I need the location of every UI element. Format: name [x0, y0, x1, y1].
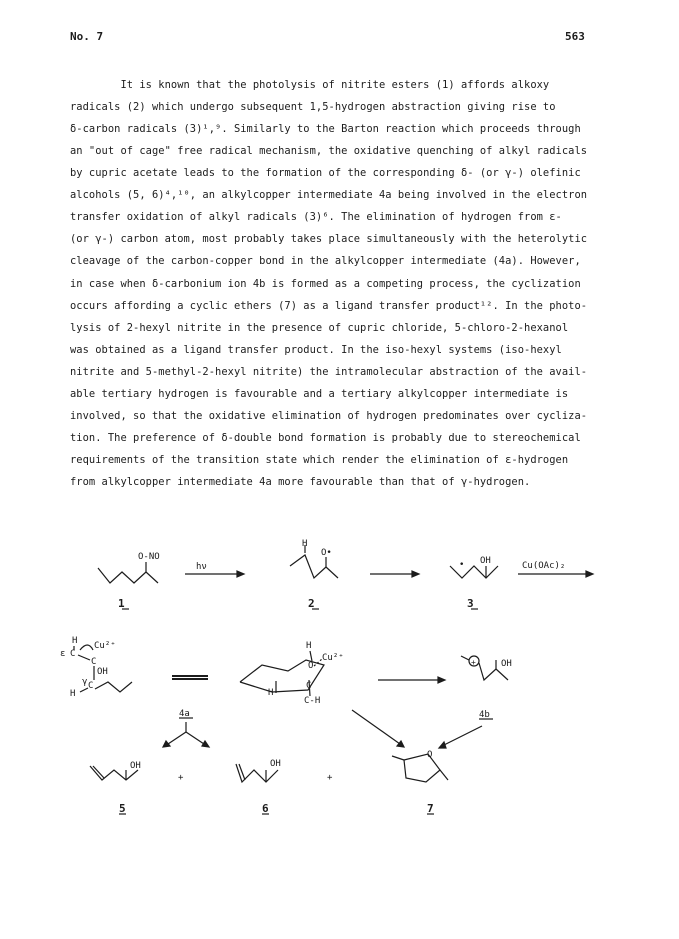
- compound-2-structure: [290, 539, 338, 578]
- reaction-arrow-hv: [185, 571, 244, 577]
- atom-label: O-NO: [138, 552, 160, 562]
- atom-label: H: [72, 636, 78, 646]
- reaction-arrow: [370, 571, 419, 577]
- atom-label: O: [427, 750, 433, 760]
- transition-state-structure: [240, 641, 344, 706]
- compound-label: 7: [427, 802, 434, 815]
- text-line: (or γ-) carbon atom, most probably takes place simultaneously with the heterolytic: [70, 233, 588, 245]
- text-line: lysis of 2-hexyl nitrite in the presence of cupric chloride, 5-chloro-2-hexanol: [70, 322, 569, 334]
- text-line: was obtained as a ligand transfer product. In the iso-hexyl systems (iso-hexyl: [70, 344, 562, 356]
- text-line: It is known that the photolysis of nitrite esters (1) affords alkoxy: [70, 79, 550, 91]
- atom-label: OH: [130, 761, 141, 771]
- reaction-scheme: [0, 520, 679, 930]
- atom-label: OH: [97, 667, 108, 677]
- text-line: alcohols (5, 6)⁴,¹⁰, an alkylcopper intermediate 4a being involved in the electron: [70, 189, 588, 201]
- atom-label: H: [70, 689, 76, 699]
- text-line: able tertiary hydrogen is favourable and a tertiary alkylcopper intermediate is: [70, 388, 569, 400]
- compound-5-structure: [90, 761, 141, 780]
- atom-label: C: [88, 681, 94, 691]
- reaction-arrow-cupric: [518, 571, 593, 577]
- text-line: nitrite and 5-methyl-2-hexyl nitrite) the intramolecular abstraction of the avail-: [70, 366, 588, 378]
- compound-4b-structure: [461, 656, 512, 680]
- atom-label: C: [91, 657, 97, 667]
- text-line: by cupric acetate leads to the formation of the corresponding δ- (or γ-) olefinic: [70, 167, 581, 179]
- atom-label: γ: [82, 677, 88, 687]
- compound-label: 4a: [179, 709, 190, 719]
- atom-label: OH: [270, 759, 281, 769]
- page-number: 563: [565, 30, 585, 43]
- text-line: occurs affording a cyclic ethers (7) as a ligand transfer product¹². In the photo-: [70, 300, 588, 312]
- atom-label: H: [302, 539, 308, 549]
- text-line: requirements of the transition state which render the elimination of ε-hydrogen: [70, 454, 569, 466]
- reaction-arrow: [352, 710, 404, 747]
- text-line: from alkylcopper intermediate 4a more favourable than that of γ-hydrogen.: [70, 476, 531, 488]
- plus-sign: +: [327, 773, 333, 783]
- equilibrium-marker: [172, 676, 208, 679]
- compound-label: 2: [308, 597, 315, 610]
- text-line: tion. The preference of δ-double bond formation is probably due to stereochemical: [70, 432, 581, 444]
- compound-label: 1: [118, 597, 125, 610]
- atom-label: C: [306, 681, 312, 691]
- journal-issue: No. 7: [70, 30, 104, 43]
- atom-label: H: [306, 641, 312, 651]
- charge-plus: +: [471, 658, 476, 667]
- atom-label: Cu²⁺: [322, 653, 344, 663]
- atom-label: •: [459, 560, 465, 570]
- atom-label: O: [308, 661, 314, 671]
- compound-label: 3: [467, 597, 474, 610]
- atom-label: C-H: [304, 696, 321, 706]
- text-line: involved, so that the oxidative elimination of hydrogen predominates over cycliza-: [70, 410, 588, 422]
- compound-3-structure: [450, 556, 498, 578]
- branching-arrows: [163, 722, 209, 747]
- text-line: radicals (2) which undergo subsequent 1,5-hydrogen abstraction giving rise to: [70, 101, 556, 113]
- reaction-arrow: [378, 677, 445, 683]
- reaction-arrow: [439, 726, 482, 748]
- text-line: transfer oxidation of alkyl radicals (3)⁶. The elimination of hydrogen from ε-: [70, 211, 562, 223]
- atom-label: C: [70, 649, 76, 659]
- compound-label: 6: [262, 802, 269, 815]
- atom-label: H: [268, 688, 274, 698]
- atom-label: OH: [480, 556, 491, 566]
- compound-1-structure: [98, 552, 160, 583]
- atom-label: OH: [501, 659, 512, 669]
- atom-label: Cu²⁺: [94, 641, 116, 651]
- compound-7-structure: [392, 750, 448, 782]
- reagent-label: Cu(OAc)₂: [522, 561, 566, 571]
- text-line: in case when δ-carbonium ion 4b is formed as a competing process, the cyclization: [70, 278, 581, 290]
- compound-label: 5: [119, 802, 126, 815]
- text-line: δ-carbon radicals (3)¹,⁹. Similarly to the Barton reaction which proceeds through: [70, 123, 581, 135]
- atom-label: O•: [321, 548, 332, 558]
- plus-sign: +: [178, 773, 184, 783]
- compound-6-structure: [236, 759, 281, 782]
- reagent-label: hν: [196, 562, 207, 572]
- text-line: an "out of cage" free radical mechanism, the oxidative quenching of alkyl radicals: [70, 145, 588, 157]
- compound-4a-structure: [60, 636, 132, 699]
- atom-label: ε: [60, 649, 66, 659]
- text-line: cleavage of the carbon-copper bond in the alkylcopper intermediate (4a). However,: [70, 255, 581, 267]
- compound-label: 4b: [479, 710, 490, 720]
